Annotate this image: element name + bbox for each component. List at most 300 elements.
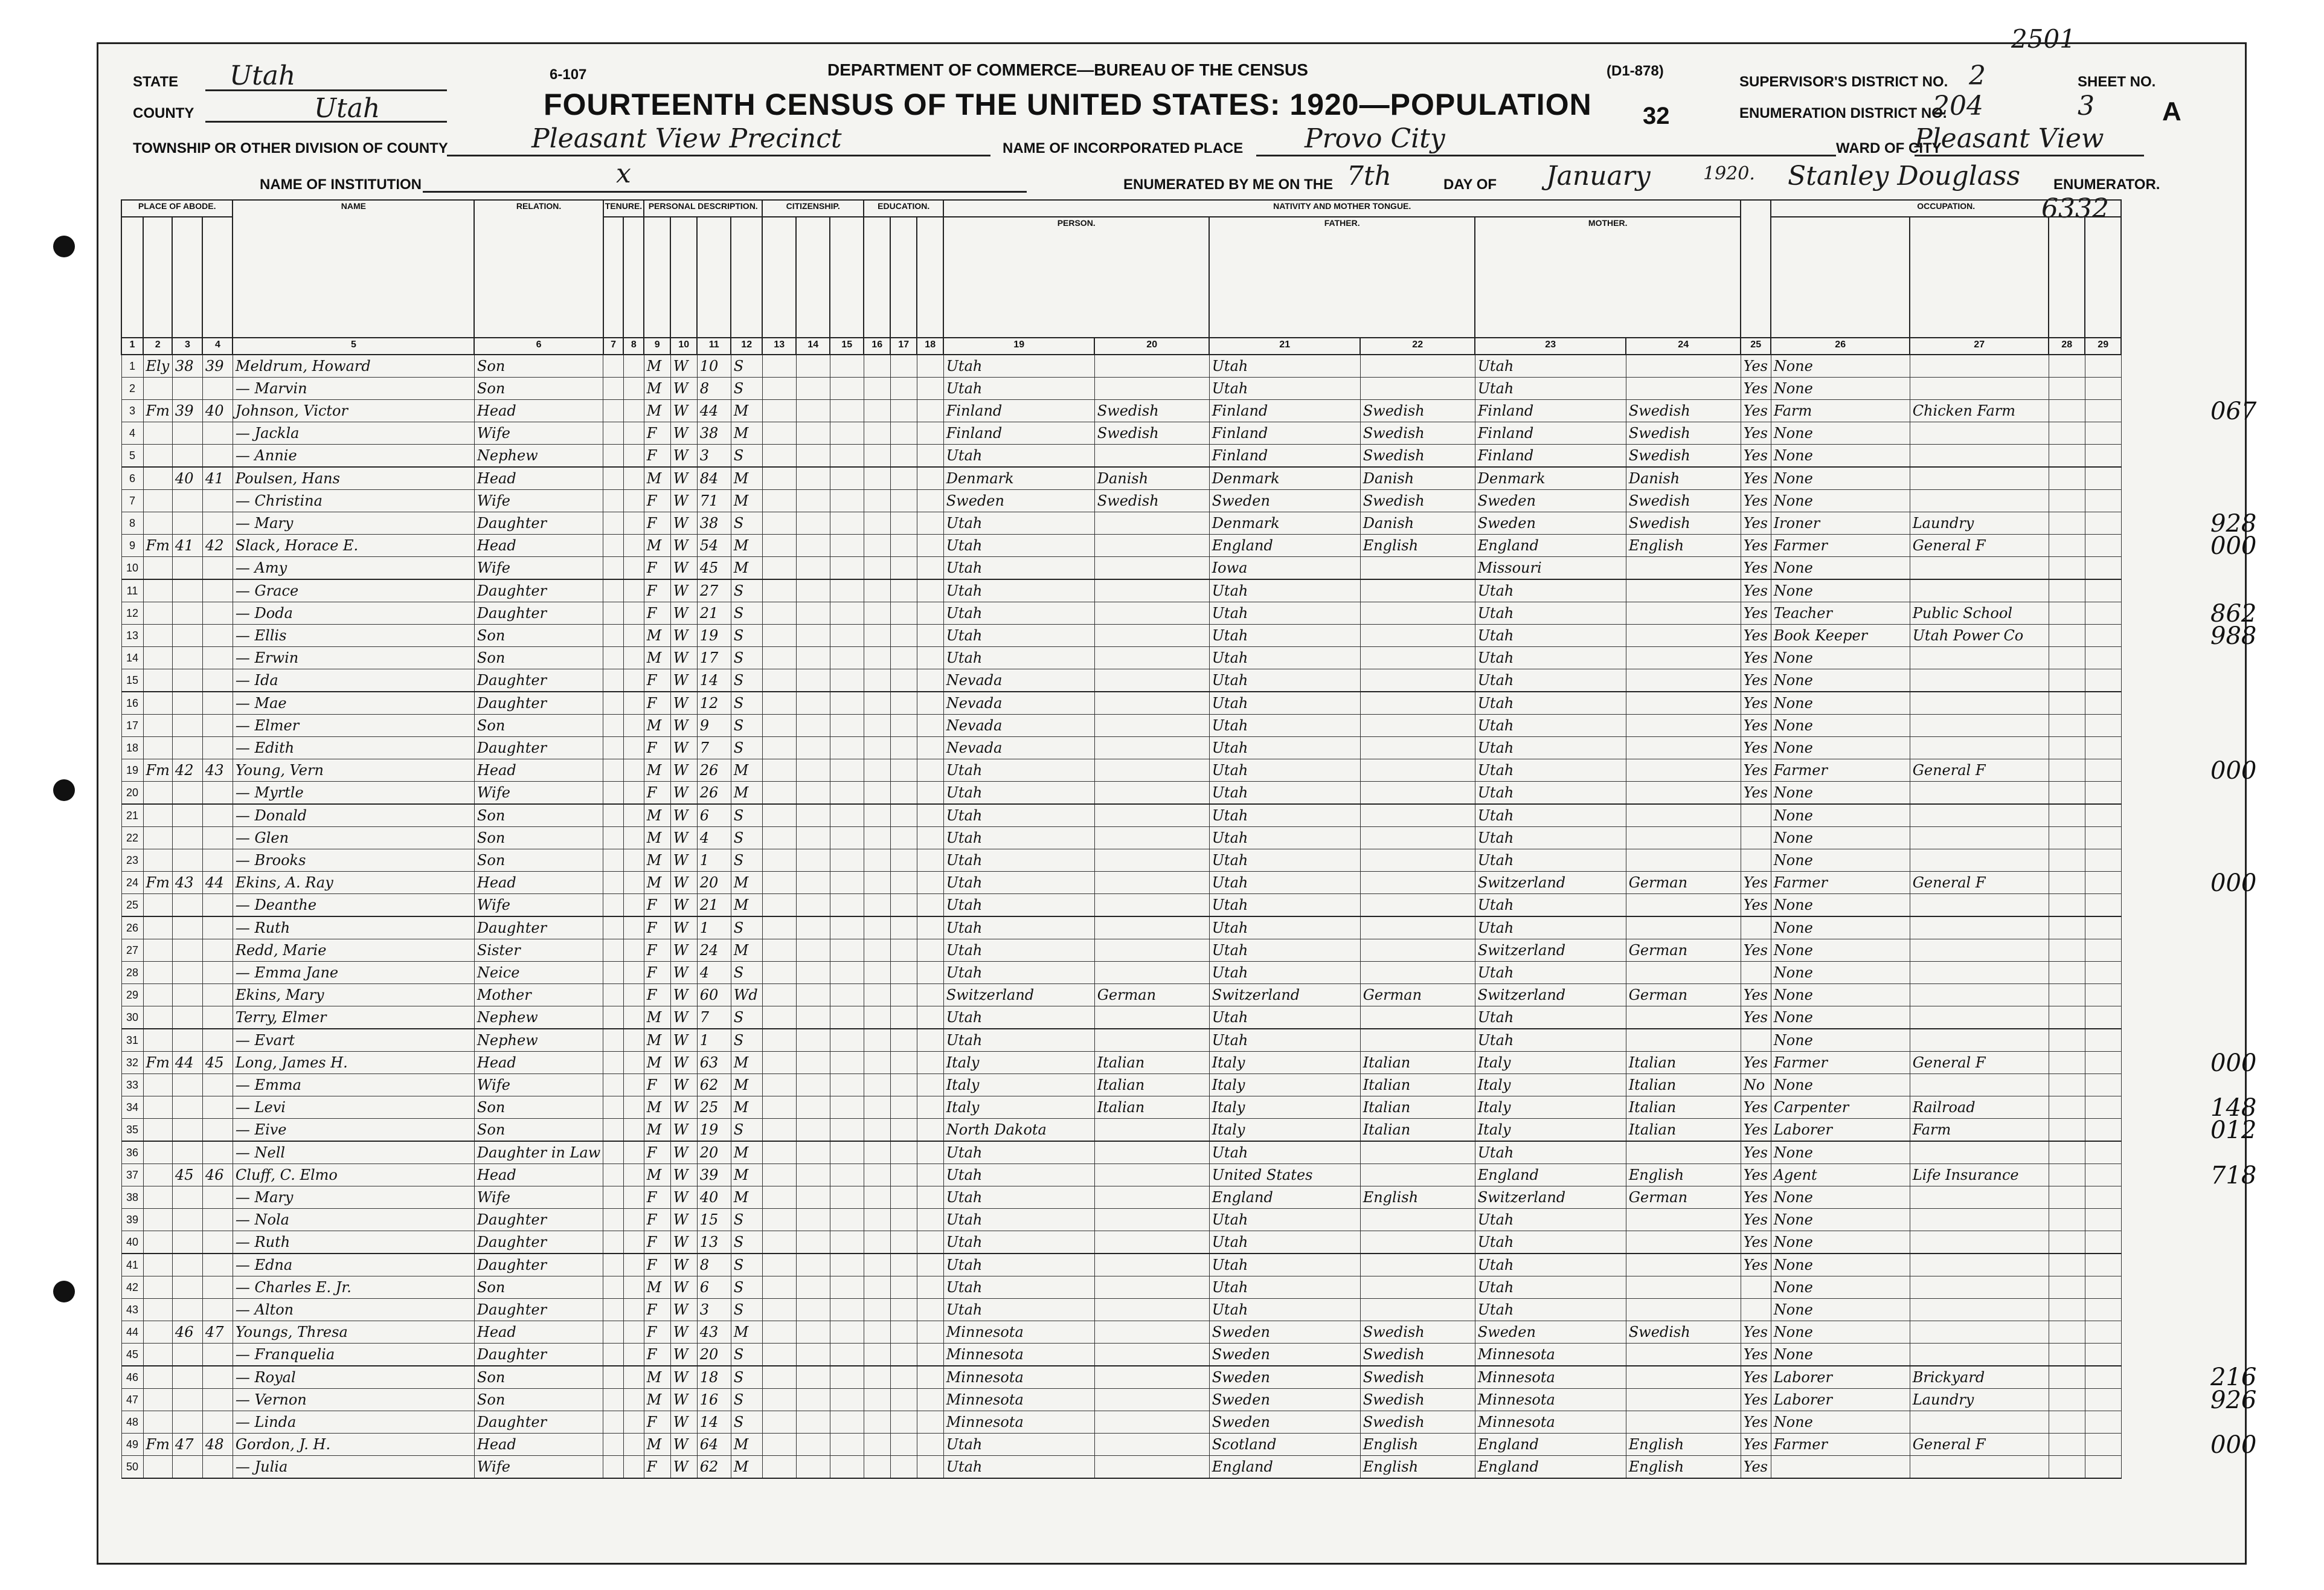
cell-ten1	[603, 355, 624, 378]
cell-race: W	[670, 1299, 697, 1321]
cell-eng: Yes	[1741, 490, 1771, 512]
cell-imm	[762, 445, 796, 468]
cell-ind	[1910, 557, 2049, 580]
cell-tongue	[1094, 894, 1209, 917]
cell-imm	[762, 1052, 796, 1074]
cell-sch	[864, 1141, 890, 1164]
cell-f: 44	[202, 872, 233, 894]
cell-eng: Yes	[1741, 1389, 1771, 1411]
cell-age: 60	[697, 984, 731, 1006]
cell-cls	[2049, 1299, 2085, 1321]
cell-mtongue	[1626, 579, 1741, 602]
cell-imm	[762, 1276, 796, 1299]
cell-ln: 39	[121, 1209, 143, 1231]
cell-st	[143, 715, 172, 737]
cell-tongue	[1094, 1434, 1209, 1456]
cell-mtongue	[1626, 1254, 1741, 1276]
cell-tongue	[1094, 579, 1209, 602]
cell-sch	[864, 1411, 890, 1434]
table-row	[121, 715, 2121, 737]
cell-mbirth: Utah	[1475, 916, 1626, 939]
cell-birth: Utah	[943, 1006, 1094, 1029]
cell-ind: Railroad	[1910, 1096, 2049, 1119]
cell-rel: Head	[474, 535, 603, 557]
cell-ten2	[623, 737, 644, 759]
cell-eng: Yes	[1741, 1052, 1771, 1074]
cell-farm	[2085, 849, 2121, 872]
cell-write	[917, 737, 943, 759]
cell-mbirth: Utah	[1475, 1209, 1626, 1231]
cell-ind: Brickyard	[1910, 1366, 2049, 1389]
cell-age: 17	[697, 647, 731, 669]
cell-h	[172, 692, 202, 715]
cell-h	[172, 1389, 202, 1411]
cell-age: 15	[697, 1209, 731, 1231]
cell-ten1	[603, 1186, 624, 1209]
cell-read	[890, 1231, 917, 1254]
cell-nat	[796, 535, 830, 557]
cell-ind	[1910, 1209, 2049, 1231]
cell-race: W	[670, 1209, 697, 1231]
cell-fbirth: Italy	[1209, 1096, 1360, 1119]
cell-birth: Minnesota	[943, 1344, 1094, 1366]
cell-ind	[1910, 669, 2049, 692]
cell-farm	[2085, 737, 2121, 759]
cell-ind: Laundry	[1910, 1389, 2049, 1411]
cell-write	[917, 467, 943, 490]
cell-rel: Neice	[474, 962, 603, 984]
cell-f	[202, 737, 233, 759]
cell-mtongue: English	[1626, 1434, 1741, 1456]
cell-farm	[2085, 1029, 2121, 1052]
cell-cls	[2049, 984, 2085, 1006]
cell-race: W	[670, 804, 697, 827]
cell-occ: None	[1771, 1299, 1910, 1321]
cell-h	[172, 512, 202, 535]
form-code: 6-107	[550, 66, 587, 83]
cell-sch	[864, 1209, 890, 1231]
cell-sex: M	[644, 849, 670, 872]
cell-write	[917, 1434, 943, 1456]
cell-ten1	[603, 1164, 624, 1186]
cell-ftongue: Swedish	[1360, 445, 1475, 468]
cell-ten2	[623, 1434, 644, 1456]
cell-ftongue	[1360, 378, 1475, 400]
cell-name: — Edith	[233, 737, 474, 759]
cell-age: 39	[697, 1164, 731, 1186]
cell-rel: Head	[474, 1434, 603, 1456]
cell-read	[890, 894, 917, 917]
incorporated-value: Provo City	[1305, 123, 1445, 154]
cell-st	[143, 1209, 172, 1231]
cell-write	[917, 849, 943, 872]
cell-fbirth: Utah	[1209, 647, 1360, 669]
cell-fbirth: Finland	[1209, 422, 1360, 445]
cell-age: 26	[697, 759, 731, 782]
cell-occ: Farmer	[1771, 1434, 1910, 1456]
cell-imm	[762, 1164, 796, 1186]
cell-ten1	[603, 1074, 624, 1096]
cell-ms: M	[731, 1074, 762, 1096]
cell-read	[890, 579, 917, 602]
cell-nat	[796, 1456, 830, 1479]
cell-occ: None	[1771, 962, 1910, 984]
cell-fbirth: Utah	[1209, 737, 1360, 759]
department-heading: DEPARTMENT OF COMMERCE—BUREAU OF THE CENSUS	[827, 60, 1308, 79]
cell-tongue	[1094, 939, 1209, 962]
cell-farm	[2085, 400, 2121, 422]
cell-ms: M	[731, 872, 762, 894]
cell-sex: F	[644, 1299, 670, 1321]
cell-ind: General F	[1910, 872, 2049, 894]
cell-sch	[864, 916, 890, 939]
cell-fbirth: Sweden	[1209, 1366, 1360, 1389]
tenure-header: TENURE.	[603, 200, 644, 217]
cell-rel: Wife	[474, 557, 603, 580]
cell-ms: M	[731, 535, 762, 557]
cell-race: W	[670, 1389, 697, 1411]
cell-ftongue	[1360, 647, 1475, 669]
cell-h: 42	[172, 759, 202, 782]
cell-birth: North Dakota	[943, 1119, 1094, 1142]
cell-ind	[1910, 1231, 2049, 1254]
cell-imm	[762, 827, 796, 849]
cell-h	[172, 557, 202, 580]
cell-mbirth: Utah	[1475, 647, 1626, 669]
cell-fbirth: England	[1209, 1456, 1360, 1479]
column-number: 5	[233, 338, 474, 355]
cell-sch	[864, 535, 890, 557]
cell-mtongue: German	[1626, 872, 1741, 894]
cell-fbirth: England	[1209, 535, 1360, 557]
cell-ms: S	[731, 378, 762, 400]
cell-fbirth: Utah	[1209, 827, 1360, 849]
column-number: 18	[917, 338, 943, 355]
cell-name: — Nola	[233, 1209, 474, 1231]
cell-ln: 15	[121, 669, 143, 692]
cell-eng	[1741, 962, 1771, 984]
cell-write	[917, 535, 943, 557]
cell-eng: Yes	[1741, 715, 1771, 737]
cell-ten2	[623, 1344, 644, 1366]
cell-st	[143, 557, 172, 580]
cell-f: 42	[202, 535, 233, 557]
cell-mtongue: Swedish	[1626, 422, 1741, 445]
cell-farm	[2085, 1366, 2121, 1389]
cell-ten1	[603, 894, 624, 917]
cell-sex: F	[644, 962, 670, 984]
cell-fbirth: Utah	[1209, 1254, 1360, 1276]
cell-nat	[796, 1254, 830, 1276]
cell-name: — Alton	[233, 1299, 474, 1321]
cell-race: W	[670, 400, 697, 422]
cell-sex: F	[644, 1141, 670, 1164]
cell-sex: F	[644, 737, 670, 759]
cell-name: Terry, Elmer	[233, 1006, 474, 1029]
cell-farm	[2085, 1096, 2121, 1119]
cell-read	[890, 512, 917, 535]
cell-farm	[2085, 1231, 2121, 1254]
cell-mtongue: Swedish	[1626, 1321, 1741, 1344]
cell-cls	[2049, 1209, 2085, 1231]
cell-mtongue	[1626, 916, 1741, 939]
cell-ln: 8	[121, 512, 143, 535]
cell-read	[890, 467, 917, 490]
cell-race: W	[670, 490, 697, 512]
cell-ind	[1910, 827, 2049, 849]
cell-age: 27	[697, 579, 731, 602]
cell-ftongue	[1360, 602, 1475, 625]
cell-race: W	[670, 1456, 697, 1479]
cell-eng: Yes	[1741, 1231, 1771, 1254]
table-row	[121, 782, 2121, 805]
cell-eng: Yes	[1741, 737, 1771, 759]
cell-ln: 1	[121, 355, 143, 378]
cell-st	[143, 1096, 172, 1119]
margin-code: 000	[2210, 756, 2257, 785]
cell-occ: None	[1771, 1254, 1910, 1276]
cell-ms: S	[731, 1029, 762, 1052]
cell-tongue	[1094, 1321, 1209, 1344]
cell-read	[890, 602, 917, 625]
cell-farm	[2085, 378, 2121, 400]
cell-h	[172, 737, 202, 759]
cell-f	[202, 782, 233, 805]
cell-ln: 32	[121, 1052, 143, 1074]
cell-occ: None	[1771, 1231, 1910, 1254]
cell-mtongue	[1626, 1389, 1741, 1411]
cell-eng: Yes	[1741, 625, 1771, 647]
cell-sch	[864, 1344, 890, 1366]
cell-farm	[2085, 827, 2121, 849]
cell-occ: None	[1771, 669, 1910, 692]
cell-read	[890, 715, 917, 737]
cell-ftongue: German	[1360, 984, 1475, 1006]
cell-cls	[2049, 1456, 2085, 1479]
cell-eng	[1741, 916, 1771, 939]
cell-write	[917, 378, 943, 400]
cell-h	[172, 1096, 202, 1119]
cell-ten2	[623, 962, 644, 984]
cell-ms: S	[731, 1299, 762, 1321]
cell-read	[890, 669, 917, 692]
cell-fbirth: Denmark	[1209, 467, 1360, 490]
cell-ln: 46	[121, 1366, 143, 1389]
cell-h	[172, 1209, 202, 1231]
column-number: 12	[731, 338, 762, 355]
cell-sch	[864, 579, 890, 602]
stamp-number: 2501	[2011, 24, 2076, 54]
cell-cls	[2049, 625, 2085, 647]
cell-ln: 17	[121, 715, 143, 737]
cell-h: 43	[172, 872, 202, 894]
cell-ten2	[623, 467, 644, 490]
cell-natyr	[830, 1164, 864, 1186]
cell-sex: F	[644, 490, 670, 512]
cell-occ: None	[1771, 984, 1910, 1006]
cell-age: 4	[697, 962, 731, 984]
cell-age: 44	[697, 400, 731, 422]
cell-h	[172, 422, 202, 445]
cell-ten1	[603, 1052, 624, 1074]
cell-ftongue: Italian	[1360, 1096, 1475, 1119]
cell-race: W	[670, 1029, 697, 1052]
cell-tongue	[1094, 557, 1209, 580]
cell-birth: Utah	[943, 916, 1094, 939]
cell-eng: Yes	[1741, 579, 1771, 602]
cell-fbirth: Sweden	[1209, 1411, 1360, 1434]
cell-mtongue: Swedish	[1626, 512, 1741, 535]
cell-age: 16	[697, 1389, 731, 1411]
cell-cls	[2049, 512, 2085, 535]
cell-ftongue: Swedish	[1360, 422, 1475, 445]
cell-birth: Finland	[943, 422, 1094, 445]
cell-ms: S	[731, 916, 762, 939]
cell-tongue	[1094, 1029, 1209, 1052]
cell-f	[202, 669, 233, 692]
cell-eng: Yes	[1741, 557, 1771, 580]
cell-ten2	[623, 355, 644, 378]
cell-sch	[864, 1434, 890, 1456]
cell-race: W	[670, 625, 697, 647]
cell-imm	[762, 939, 796, 962]
cell-f	[202, 1389, 233, 1411]
cell-write	[917, 579, 943, 602]
cell-mbirth: Utah	[1475, 827, 1626, 849]
cell-rel: Daughter	[474, 692, 603, 715]
cell-mtongue: English	[1626, 1164, 1741, 1186]
cell-fbirth: Sweden	[1209, 1321, 1360, 1344]
cell-sex: F	[644, 984, 670, 1006]
cell-st	[143, 984, 172, 1006]
cell-st	[143, 916, 172, 939]
cell-sex: F	[644, 1074, 670, 1096]
cell-birth: Nevada	[943, 692, 1094, 715]
cell-h	[172, 1456, 202, 1479]
cell-ln: 5	[121, 445, 143, 468]
cell-h	[172, 1276, 202, 1299]
cell-age: 38	[697, 512, 731, 535]
cell-ten2	[623, 1186, 644, 1209]
cell-ln: 10	[121, 557, 143, 580]
cell-eng: Yes	[1741, 647, 1771, 669]
cell-ftongue: Swedish	[1360, 1321, 1475, 1344]
cell-eng: Yes	[1741, 782, 1771, 805]
cell-ten2	[623, 984, 644, 1006]
cell-ms: S	[731, 827, 762, 849]
cell-occ: None	[1771, 1074, 1910, 1096]
cell-ten2	[623, 849, 644, 872]
table-row	[121, 1411, 2121, 1434]
cell-age: 20	[697, 1141, 731, 1164]
cell-ten2	[623, 1074, 644, 1096]
census-rows	[121, 355, 2121, 1478]
cell-ms: M	[731, 1141, 762, 1164]
cell-write	[917, 1456, 943, 1479]
cell-birth: Utah	[943, 602, 1094, 625]
table-row	[121, 602, 2121, 625]
cell-ms: S	[731, 1366, 762, 1389]
cell-ms: S	[731, 1276, 762, 1299]
cell-ten1	[603, 1456, 624, 1479]
enum-district-label: ENUMERATION DISTRICT NO.	[1739, 105, 1947, 121]
cell-sch	[864, 557, 890, 580]
cell-birth: Utah	[943, 759, 1094, 782]
cell-read	[890, 1006, 917, 1029]
cell-st	[143, 804, 172, 827]
cell-tongue	[1094, 445, 1209, 468]
cell-tongue	[1094, 1254, 1209, 1276]
cell-natyr	[830, 625, 864, 647]
column-number: 11	[697, 338, 731, 355]
county-value: Utah	[314, 93, 380, 124]
cell-race: W	[670, 715, 697, 737]
cell-nat	[796, 1276, 830, 1299]
cell-write	[917, 625, 943, 647]
cell-st	[143, 625, 172, 647]
cell-st: Fm	[143, 535, 172, 557]
cell-farm	[2085, 1006, 2121, 1029]
cell-ind	[1910, 1074, 2049, 1096]
cell-ten2	[623, 512, 644, 535]
cell-mtongue	[1626, 894, 1741, 917]
cell-ten2	[623, 1366, 644, 1389]
cell-natyr	[830, 557, 864, 580]
cell-imm	[762, 1254, 796, 1276]
cell-ms: M	[731, 1434, 762, 1456]
cell-ten1	[603, 669, 624, 692]
cell-sch	[864, 1389, 890, 1411]
cell-sex: M	[644, 355, 670, 378]
cell-tongue	[1094, 625, 1209, 647]
cell-ten2	[623, 1254, 644, 1276]
cell-imm	[762, 916, 796, 939]
cell-mbirth: Finland	[1475, 422, 1626, 445]
cell-sch	[864, 894, 890, 917]
cell-nat	[796, 422, 830, 445]
cell-ftongue	[1360, 1006, 1475, 1029]
cell-eng: Yes	[1741, 1254, 1771, 1276]
cell-age: 21	[697, 602, 731, 625]
cell-rel: Daughter	[474, 1344, 603, 1366]
cell-age: 26	[697, 782, 731, 805]
cell-st	[143, 1389, 172, 1411]
cell-natyr	[830, 916, 864, 939]
cell-occ: None	[1771, 715, 1910, 737]
column-number: 3	[172, 338, 202, 355]
cell-ten2	[623, 579, 644, 602]
cell-nat	[796, 490, 830, 512]
cell-rel: Daughter	[474, 1209, 603, 1231]
column-number: 29	[2085, 338, 2121, 355]
cell-name: — Erwin	[233, 647, 474, 669]
cell-occ: Farmer	[1771, 759, 1910, 782]
cell-sch	[864, 445, 890, 468]
cell-imm	[762, 759, 796, 782]
cell-write	[917, 1186, 943, 1209]
cell-imm	[762, 535, 796, 557]
table-row	[121, 1231, 2121, 1254]
cell-farm	[2085, 625, 2121, 647]
table-row	[121, 872, 2121, 894]
cell-ind	[1910, 445, 2049, 468]
sheet-letter: A	[2162, 97, 2181, 126]
cell-birth: Italy	[943, 1052, 1094, 1074]
cell-write	[917, 1299, 943, 1321]
cell-farm	[2085, 445, 2121, 468]
cell-ms: S	[731, 579, 762, 602]
cell-st	[143, 1254, 172, 1276]
